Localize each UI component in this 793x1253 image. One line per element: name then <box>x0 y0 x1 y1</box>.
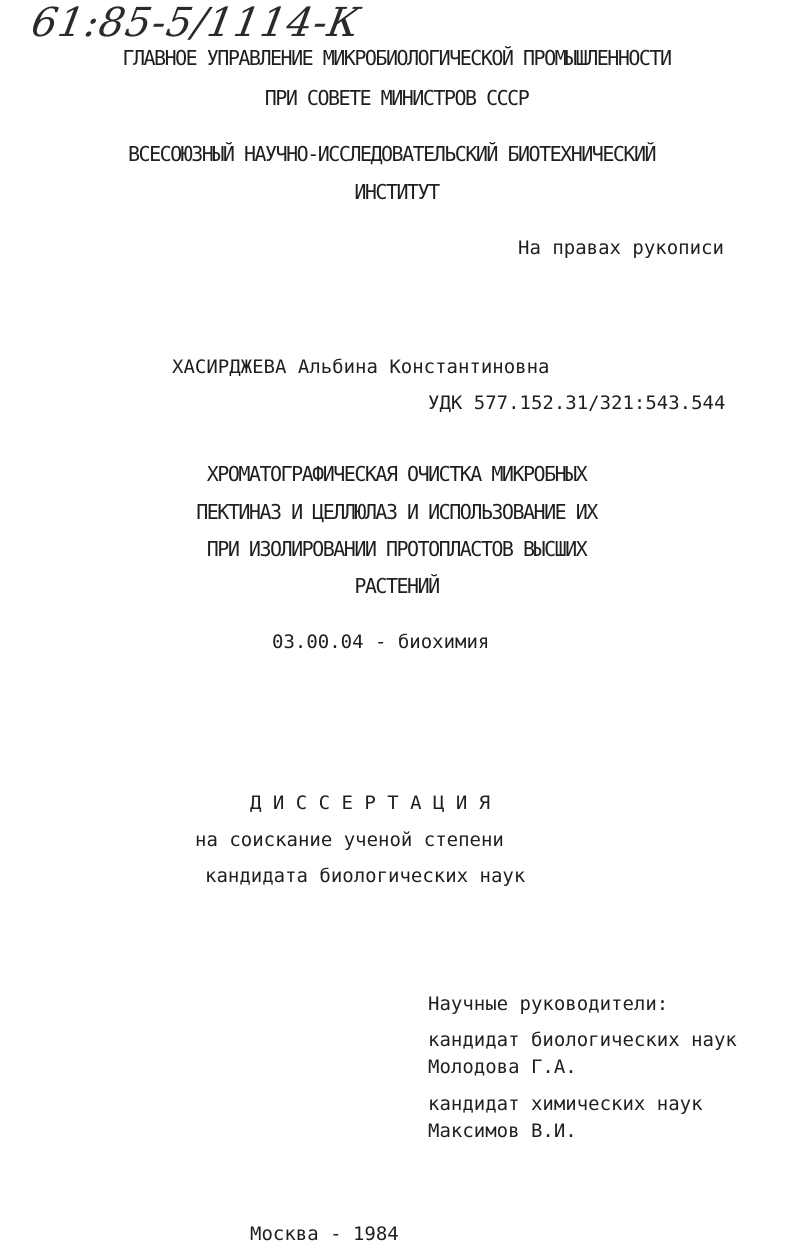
udc-code: УДК 577.152.31/321:543.544 <box>428 392 726 414</box>
institute-line-2: ИНСТИТУТ <box>354 180 439 204</box>
dissertation-label: Д И С С Е Р Т А Ц И Я <box>250 792 491 814</box>
city-year-footer: Москва - 1984 <box>250 1223 399 1245</box>
title-line-4: РАСТЕНИЙ <box>354 574 439 598</box>
supervisor-2-name: Максимов В.И. <box>428 1120 577 1142</box>
supervisors-heading: Научные руководители: <box>428 993 669 1015</box>
degree-line-2: кандидата биологических наук <box>205 865 526 887</box>
supervisor-2-degree: кандидат химических наук <box>428 1093 703 1115</box>
supervisor-1-degree: кандидат биологических наук <box>428 1029 737 1051</box>
author-name: ХАСИРДЖЕВА Альбина Константиновна <box>172 356 550 378</box>
manuscript-rights-label: На правах рукописи <box>518 237 724 259</box>
institute-line-1: ВСЕСОЮЗНЫЙ НАУЧНО-ИССЛЕДОВАТЕЛЬСКИЙ БИОТЕХНИЧЕСКИЙ <box>128 142 656 166</box>
organization-line-1: ГЛАВНОЕ УПРАВЛЕНИЕ МИКРОБИОЛОГИЧЕСКОЙ ПРОМЫШЛЕННОСТИ <box>122 46 671 70</box>
degree-line-1: на соискание ученой степени <box>195 829 504 851</box>
specialty-code: 03.00.04 - биохимия <box>272 631 490 653</box>
organization-line-2: ПРИ СОВЕТЕ МИНИСТРОВ СССР <box>264 86 529 110</box>
title-line-1: ХРОМАТОГРАФИЧЕСКАЯ ОЧИСТКА МИКРОБНЫХ <box>206 462 587 486</box>
archive-handwritten-mark: 61:85-5/1114-К <box>27 0 365 46</box>
title-line-3: ПРИ ИЗОЛИРОВАНИИ ПРОТОПЛАСТОВ ВЫСШИХ <box>206 537 587 561</box>
title-line-2: ПЕКТИНАЗ И ЦЕЛЛЮЛАЗ И ИСПОЛЬЗОВАНИЕ ИХ <box>196 500 597 524</box>
supervisor-1-name: Молодова Г.А. <box>428 1056 577 1078</box>
